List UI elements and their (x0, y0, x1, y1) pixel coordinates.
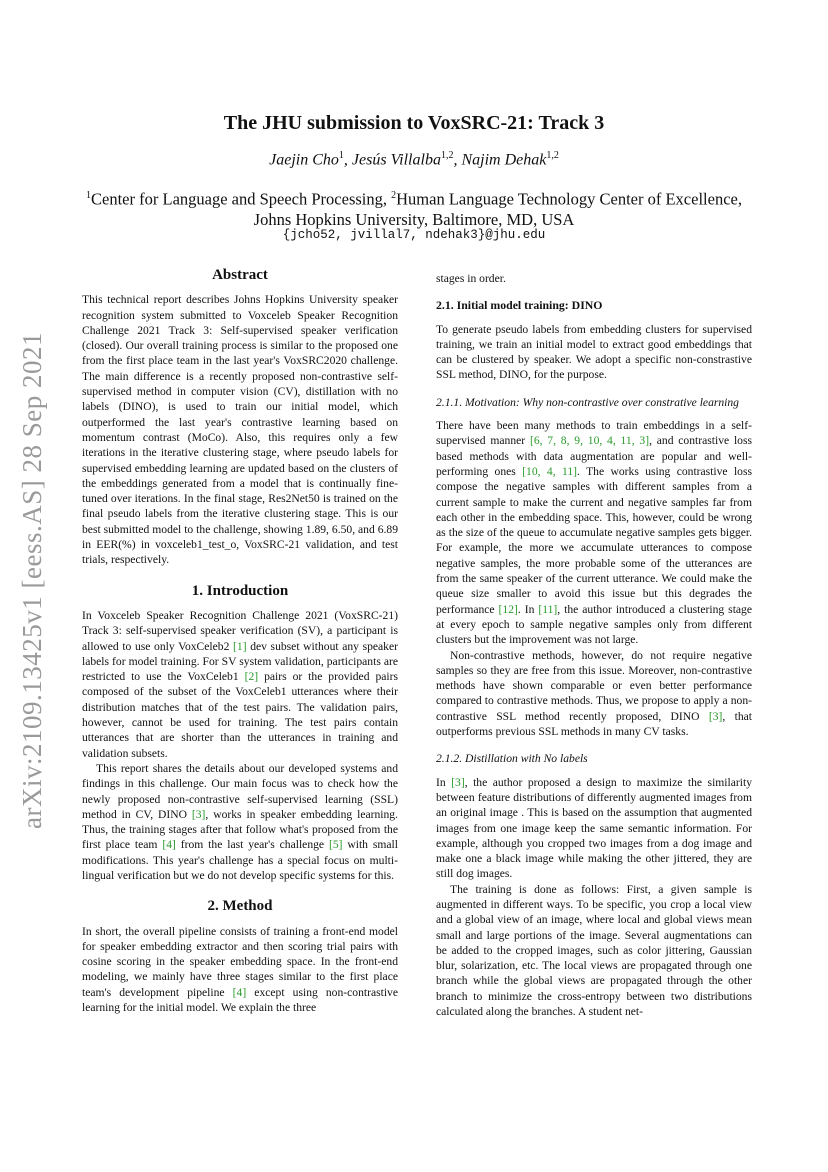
left-column (82, 268, 398, 1015)
section-2-1-2-paragraph-2: The training is done as follows: First, a given sample is augmented in different ways. To be specific, you crop a local view and a global view of an image, where local and global views mean small and large portions of the image. Several augmentations can be added to the cropped images, such as color jittering, Gaussian blur, solarization, etc. The local views are propagated through one branch while the global views are propagated through the other branch to minimize the cross-entropy between two distributions calculated along the branches. A student net- (436, 882, 752, 1019)
section-2-1-1-heading: 2.1.1. Motivation: Why non-contrastive over constrative learning (436, 395, 739, 409)
citation-link[interactable]: [6, 7, 8, 9, 10, 4, 11, 3] (529, 434, 650, 448)
citation-link[interactable]: [3] (191, 807, 206, 821)
affil-sup: 1 (86, 190, 92, 201)
abstract-text: This technical report describes Johns Hopkins University speaker recognition system submitted to Voxceleb Speaker Recognition Challenge 2021 Track 3: Self-supervised speaker verification (closed). Our overall training process is similar to the proposed one from the first place team in the last year's VoxSRC2020 challenge. The main difference is a recently proposed non-contrastive self-supervised method in computer vision (CV), distillation with no labels (DINO), is used to train our initial model, which outperformed the last year's contrastive learning based on momentum contrast (MoCo). Also, this requires only a few iterations in the iterative clustering stage, where pseudo labels for supervised embedding learning are updated based on the clusters of the embeddings generated from a model that is continually fine-tuned over iterations. In the final stage, Res2Net50 is trained on the final pseudo labels from the iterative clustering stage. This is our best submitted model to the challenge, showing 1.89, 6.50, and 6.89 in EER(%) in voxceleb1_test_o, VoxSRC-21 validation, and test trials, respectively. (82, 293, 398, 567)
author-name: Jesús Villalba (351, 151, 441, 169)
intro-paragraph-1: In Voxceleb Speaker Recognition Challenge 2021 (VoxSRC-21) Track 3: self-supervised speaker verification (SV), a participant is allowed to use only VoxCeleb2 [1] dev subset without any speaker labels for model training. For SV system validation, participants are restricted to use the VoxCeleb1 [2] pairs or the provided pairs composed of the subset of the VoxCeleb1 utterances where their distribution matches that of the test pairs. The validation pairs, however, cannot be used for training. The test pairs contain utterances that are shorter than the utterances in training and validation subsets. (82, 608, 398, 760)
citation-link[interactable]: [1] (233, 639, 247, 653)
section-2-1-1-paragraph-1: There have been many methods to train embeddings in a self-supervised manner [6, 7, 8, 9, 10, 4, 11, 3], and contrastive loss based methods with data augmentation are popular and well-performing ones [10, 4, 11]. The works using contrastive loss compose the negative samples with different samples from a current sample to make the current and negative samples far from each other in the embedding space. This, however, could be wrong as the size of the queue to accumulate negative samples gets bigger. For example, the more we accumulate utterances to compose negative samples, the more probable some of the utterances are from the same speaker of the current utterance. We could make the queue size smaller to avoid this issue but this degrades the performance [12]. In [11], the author introduced a clustering stage at every epoch to sample negative samples only from different clusters but the improvement was not large. (436, 419, 752, 647)
author-emails: {jcho52, jvillal7, ndehak3}@jhu.edu (282, 228, 546, 242)
citation-link[interactable]: [10, 4, 11] (522, 464, 578, 478)
method-heading: 2. Method (207, 898, 273, 915)
citation-link[interactable]: [11] (538, 602, 558, 616)
affil-text: Center for Language and Speech Processing, (91, 189, 392, 209)
author-name: Najim Dehak (461, 151, 547, 169)
citation-link[interactable]: [5] (328, 838, 343, 852)
introduction-heading: 1. Introduction (191, 582, 289, 599)
section-2-1-2-paragraph-1: In [3], the author proposed a design to maximize the similarity between feature distributions of differently augmented images from an original image . This is based on the assumption that augmented images from one image keep the same semantic information. For example, although you cropped two images from a dog image and make one a black image while making the other jittered, they are still dog images. (436, 775, 752, 881)
intro-paragraph-2: This report shares the details about our developed systems and findings in this challenge. Our main focus was to check how the newly proposed non-contrastive self-supervised learning (SSL) method in CV, DINO [3], works in speaker embedding learning. Thus, the training stages after that follow what's proposed from the first place team [4] from the last year's challenge [5] with small modifications. This year's challenge has a special focus on multi-lingual verification but we do not develop specific systems for this. (82, 761, 398, 882)
citation-link[interactable]: [3] (708, 709, 723, 723)
author-affil-sup: 1,2 (546, 150, 559, 161)
citation-link[interactable]: [4] (232, 985, 247, 999)
author-affil-sup: 1 (338, 150, 344, 161)
author-list: Jaejin Cho$^1$, Jesús Villalba$^{1,2}$, Najim Dehak$^{1,2}$ (269, 150, 559, 169)
author-name: Jaejin Cho (269, 151, 339, 169)
citation-link[interactable]: [2] (244, 670, 259, 684)
affil-sup: 2 (391, 190, 397, 201)
citation-link[interactable]: [12] (498, 602, 518, 616)
right-column (436, 271, 752, 1019)
citation-link[interactable]: [4] (162, 838, 176, 852)
section-2-1-heading: 2.1. Initial model training: DINO (436, 298, 603, 313)
affiliations (0, 186, 828, 230)
section-2-1-text: To generate pseudo labels from embedding clusters for supervised training, we train an initial model to extract good embeddings that can be clustered by speaker. We adopt a specific non-constrastive SSL method, DINO, for the purpose. (436, 322, 752, 382)
method-paragraph-1: In short, the overall pipeline consists of training a front-end model for speaker embedding extractor and then scoring trial pairs with cosine scoring in the speaker embedding space. In the front-end modeling, we mainly have three stages similar to the first place team's development pipeline [4] except using non-contrastive learning for the initial model. We explain the three (82, 924, 398, 1015)
affiliation-line-1 (0, 186, 828, 210)
arxiv-id: arXiv:2109.13425v1 [eess.AS] 28 Sep 2021 (16, 331, 47, 829)
citation-link[interactable]: [3] (451, 775, 465, 789)
section-2-1-2-heading: 2.1.2. Distillation with No labels (436, 752, 588, 766)
method-paragraph-continued: stages in order. (436, 272, 506, 285)
affiliation-line-2: Johns Hopkins University, Baltimore, MD, USA (253, 209, 575, 229)
section-2-1-1-paragraph-2: Non-contrastive methods, however, do not require negative samples so they are free from this issue. Moreover, non-contrastive methods have shown comparable or even better performance compared to contrastive methods. Thus, we propose to apply a non-contrastive SSL method recently proposed, DINO [3], that outperforms previous SSL methods in many CV tasks. (436, 648, 752, 739)
paper-title: The JHU submission to VoxSRC-21: Track 3 (223, 112, 605, 134)
affil-text: Human Language Technology Center of Excellence, (396, 189, 742, 209)
arxiv-sidebar (12, 320, 52, 840)
abstract-heading: Abstract (212, 267, 268, 283)
author-affil-sup: 1,2 (440, 150, 454, 161)
